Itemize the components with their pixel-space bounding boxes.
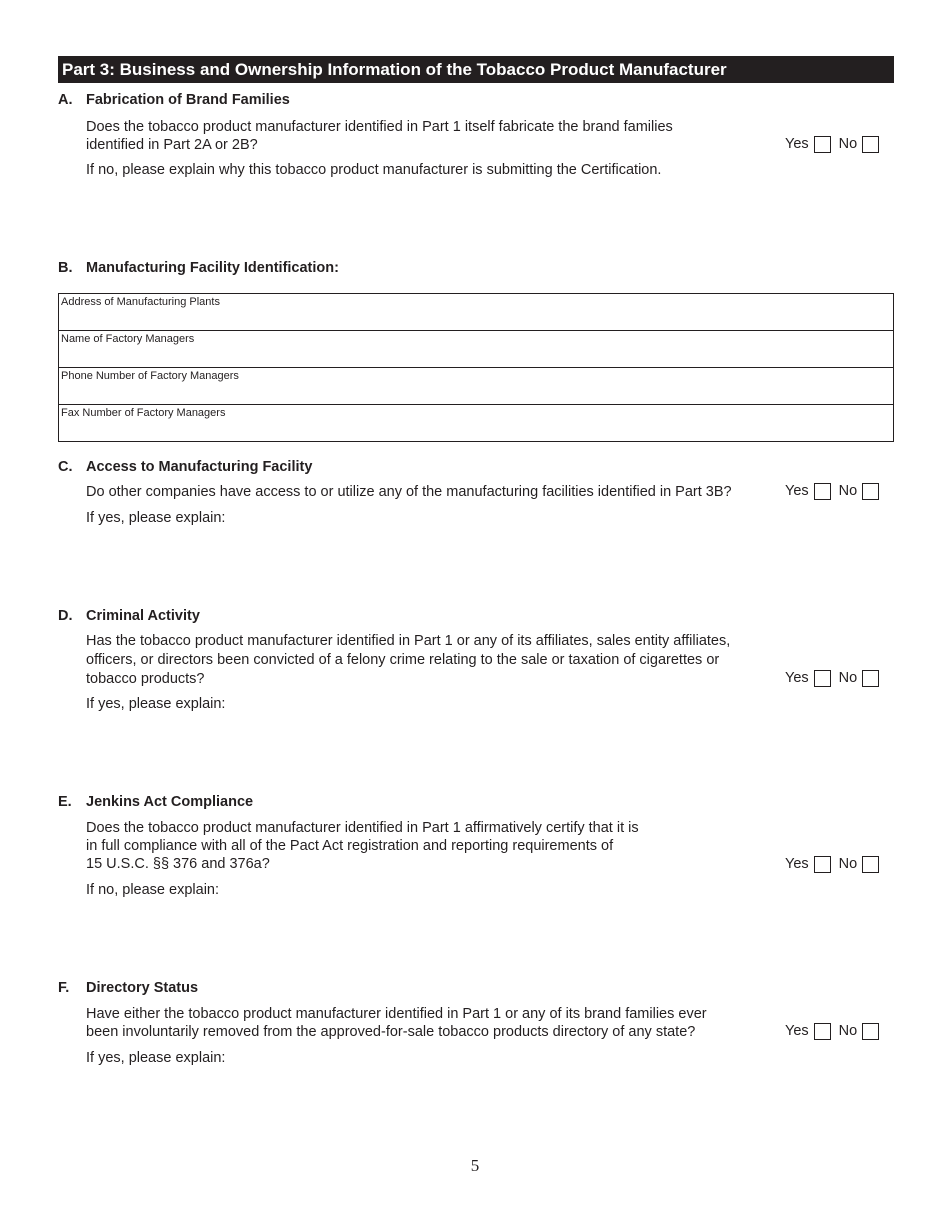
no-label: No xyxy=(838,483,858,499)
section-a-yes-no xyxy=(785,134,879,154)
section-f-question-line2: been involuntarily removed from the approved-for-sale tobacco products directory of any state? xyxy=(86,1024,696,1040)
section-b-letter: B. xyxy=(58,260,73,276)
section-a-no-checkbox[interactable] xyxy=(862,136,879,153)
manager-phone-label: Phone Number of Factory Managers xyxy=(61,370,239,382)
yes-label: Yes xyxy=(785,670,809,686)
no-label: No xyxy=(838,1023,858,1039)
page-number: 5 xyxy=(470,1156,480,1175)
section-a-letter: A. xyxy=(58,92,73,108)
no-label: No xyxy=(838,856,858,872)
section-a-question-line1: Does the tobacco product manufacturer identified in Part 1 itself fabricate the brand families xyxy=(86,119,673,135)
section-e-question-line2: in full compliance with all of the Pact Act registration and reporting requirements of xyxy=(86,838,614,854)
section-f-yes-checkbox[interactable] xyxy=(814,1023,831,1040)
yes-label: Yes xyxy=(785,856,809,872)
no-label: No xyxy=(838,136,858,152)
manager-fax-field[interactable] xyxy=(59,405,893,441)
section-a-question-line2: identified in Part 2A or 2B? xyxy=(86,137,258,153)
section-f-question-line1: Have either the tobacco product manufacturer identified in Part 1 or any of its brand families ever xyxy=(86,1006,707,1022)
section-c-question-line1: Do other companies have access to or utilize any of the manufacturing facilities identified in Part 3B? xyxy=(86,484,732,500)
section-e-letter: E. xyxy=(58,794,72,810)
section-a-followup: If no, please explain why this tobacco product manufacturer is submitting the Certification. xyxy=(86,162,662,178)
section-f-yes-no xyxy=(785,1021,879,1041)
section-c-letter: C. xyxy=(58,459,73,475)
manager-fax-label: Fax Number of Factory Managers xyxy=(61,407,226,419)
section-b-title: Manufacturing Facility Identification: xyxy=(86,260,339,276)
section-d-yes-no xyxy=(785,668,879,688)
section-f-no-checkbox[interactable] xyxy=(862,1023,879,1040)
section-a-yes-checkbox[interactable] xyxy=(814,136,831,153)
section-c-no-checkbox[interactable] xyxy=(862,483,879,500)
section-d-letter: D. xyxy=(58,608,73,624)
section-e-no-checkbox[interactable] xyxy=(862,856,879,873)
section-f-title: Directory Status xyxy=(86,980,199,996)
yes-label: Yes xyxy=(785,1023,809,1039)
address-field[interactable] xyxy=(59,294,893,331)
manager-phone-field[interactable] xyxy=(59,368,893,405)
section-d-question-line3: tobacco products? xyxy=(86,671,205,687)
manager-name-label: Name of Factory Managers xyxy=(61,333,195,345)
section-e-question-line1: Does the tobacco product manufacturer identified in Part 1 affirmatively certify that it is xyxy=(86,820,639,836)
section-e-followup: If no, please explain: xyxy=(86,882,220,898)
section-e-question-line3: 15 U.S.C. §§ 376 and 376a? xyxy=(86,856,270,872)
section-f-followup: If yes, please explain: xyxy=(86,1050,226,1066)
section-e-yes-no xyxy=(785,854,879,874)
part3-header: Part 3: Business and Ownership Information of the Tobacco Product Manufacturer xyxy=(58,56,894,83)
no-label: No xyxy=(838,670,858,686)
yes-label: Yes xyxy=(785,136,809,152)
section-c-yes-checkbox[interactable] xyxy=(814,483,831,500)
section-c-yes-no xyxy=(785,481,879,501)
section-e-title: Jenkins Act Compliance xyxy=(86,794,254,810)
address-label: Address of Manufacturing Plants xyxy=(61,296,220,308)
manager-name-field[interactable] xyxy=(59,331,893,368)
section-e-yes-checkbox[interactable] xyxy=(814,856,831,873)
section-d-followup: If yes, please explain: xyxy=(86,696,226,712)
facility-table xyxy=(58,293,894,442)
section-d-title: Criminal Activity xyxy=(86,608,200,624)
section-d-yes-checkbox[interactable] xyxy=(814,670,831,687)
section-c-title: Access to Manufacturing Facility xyxy=(86,459,313,475)
yes-label: Yes xyxy=(785,483,809,499)
section-d-question-line1: Has the tobacco product manufacturer identified in Part 1 or any of its affiliates, sales entity affiliates, xyxy=(86,633,731,649)
section-f-letter: F. xyxy=(58,980,70,996)
section-d-no-checkbox[interactable] xyxy=(862,670,879,687)
section-d-question-line2: officers, or directors been convicted of a felony crime relating to the sale or taxation of cigarettes or xyxy=(86,652,720,668)
section-c-followup: If yes, please explain: xyxy=(86,510,226,526)
section-a-title: Fabrication of Brand Families xyxy=(86,92,290,108)
